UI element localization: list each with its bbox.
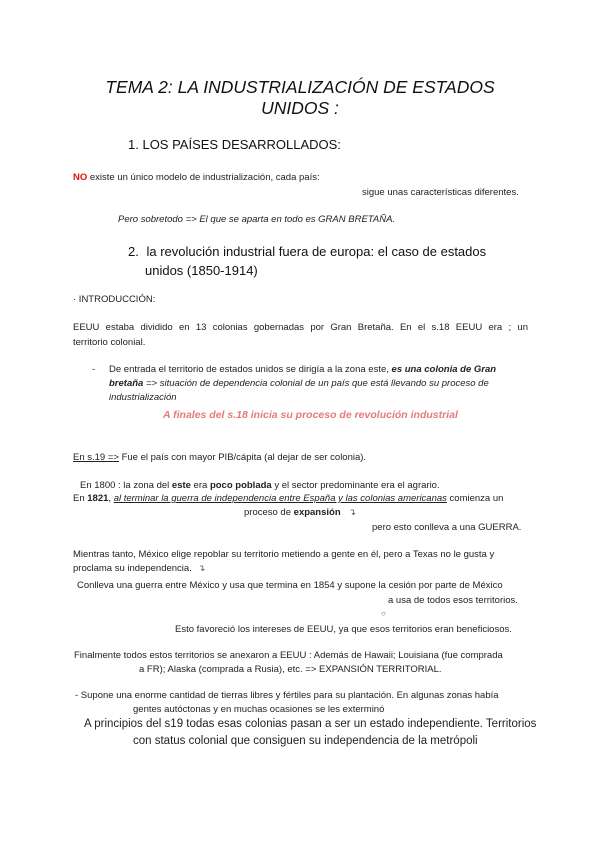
war2-line2: a usa de todos esos territorios. bbox=[388, 595, 518, 606]
para1-line2: territorio colonial. bbox=[73, 337, 146, 348]
mexico-line1: Mientras tanto, México elige repoblar su territorio metiendo a gente en él, pero a Texas no le gusta y bbox=[73, 549, 495, 560]
circle-bullet-icon: ○ bbox=[381, 609, 386, 618]
section2-heading-line2: unidos (1850-1914) bbox=[145, 263, 258, 278]
section2-heading-line1 bbox=[128, 244, 486, 259]
suppose-line2: gentes autóctonas y en muchas ocasiones se les exterminó bbox=[133, 704, 385, 715]
s19-line bbox=[73, 452, 366, 463]
big-line2: con status colonial que consiguen su independencia de la metrópoli bbox=[133, 735, 478, 747]
bullet-line2-b: => situación de dependencia colonial de un país que está llevando su proceso de bbox=[143, 378, 489, 389]
y1821-b: 1821 bbox=[87, 493, 109, 504]
bullet-line1 bbox=[109, 364, 496, 375]
bullet-dash: - bbox=[92, 364, 96, 375]
expansion-a: proceso de bbox=[244, 507, 294, 518]
section1-line1 bbox=[73, 172, 320, 183]
war2-line1: Conlleva una guerra entre México y usa que termina en 1854 y supone la cesión por parte de México bbox=[77, 580, 503, 591]
expansion-line bbox=[244, 507, 356, 518]
y1800-c: era bbox=[190, 480, 210, 491]
final-line1: Finalmente todos estos territorios se anexaron a EEUU : Además de Hawaii; Louisiana (fue comprada bbox=[74, 650, 503, 661]
arrow-down-right-icon: ↴ bbox=[348, 507, 357, 517]
suppose-line1: - Supone una enorme cantidad de tierras libres y fértiles para su plantación. En algunas zonas había bbox=[75, 690, 499, 701]
section1-line2: sigue unas características diferentes. bbox=[362, 187, 519, 198]
y1800-line bbox=[80, 480, 440, 491]
bullet-line1-a: De entrada el territorio de estados unidos se dirigía a la zona este, bbox=[109, 364, 392, 375]
arrow-down-right-icon: ↴ bbox=[197, 563, 206, 573]
intro-label: · INTRODUCCIÓN: bbox=[73, 294, 156, 305]
y1821-line bbox=[73, 493, 503, 504]
section1-note: Pero sobretodo => El que se aparta en todo es GRAN BRETAÑA. bbox=[118, 214, 396, 225]
section2-number: 2. bbox=[128, 244, 139, 259]
section1-heading bbox=[128, 137, 341, 152]
section1-number: 1. bbox=[128, 137, 139, 152]
y1821-c: , bbox=[108, 493, 114, 504]
no-emphasis: NO bbox=[73, 172, 88, 183]
section2-title-line1: la revolución industrial fuera de europa: el caso de estados bbox=[146, 244, 487, 259]
y1800-e: y el sector predominante era el agrario. bbox=[271, 480, 440, 491]
favor-line: Esto favoreció los intereses de EEUU, ya que esos territorios eran beneficiosos. bbox=[175, 624, 512, 635]
para1-line1: EEUU estaba dividido en 13 colonias gobernadas por Gran Bretaña. En el s.18 EEUU era ; un bbox=[73, 322, 528, 333]
bullet-line2 bbox=[109, 378, 489, 389]
page-title-line1: TEMA 2: LA INDUSTRIALIZACIÓN DE ESTADOS bbox=[105, 77, 495, 97]
bullet-line2-a: bretaña bbox=[109, 378, 144, 389]
s19-rest: Fue el país con mayor PIB/cápita (al dejar de ser colonia). bbox=[118, 452, 367, 463]
mexico-line2-text: proclama su independencia. bbox=[73, 563, 192, 574]
y1821-a: En bbox=[73, 493, 88, 504]
y1800-d: poco poblada bbox=[209, 480, 272, 491]
section1-title: LOS PAÍSES DESARROLLADOS: bbox=[142, 137, 341, 152]
y1821-d: al terminar la guerra de independencia entre España y las colonias americanas bbox=[113, 493, 447, 504]
big-line1: A principios del s19 todas esas colonias pasan a ser un estado independiente. Territorios bbox=[84, 718, 537, 730]
page-title-line2: UNIDOS : bbox=[261, 98, 339, 118]
y1821-e: comienza un bbox=[446, 493, 504, 504]
s19-label: En s.19 => bbox=[73, 452, 119, 463]
final-line2: a FR); Alaska (comprada a Rusia), etc. => EXPANSIÓN TERRITORIAL. bbox=[139, 664, 442, 675]
y1800-b: este bbox=[171, 480, 191, 491]
bullet-line3: industrialización bbox=[109, 392, 177, 403]
y1800-a: En 1800 : la zona del bbox=[80, 480, 172, 491]
section1-line1-rest: existe un único modelo de industrialización, cada país: bbox=[87, 172, 320, 183]
bullet-line1-b: es una colonia de Gran bbox=[391, 364, 497, 375]
expansion-b: expansión bbox=[293, 507, 341, 518]
war-line: pero esto conlleva a una GUERRA. bbox=[372, 522, 522, 533]
mexico-line2 bbox=[73, 563, 205, 574]
highlight-line: A finales del s.18 inicia su proceso de revolución industrial bbox=[163, 409, 458, 421]
